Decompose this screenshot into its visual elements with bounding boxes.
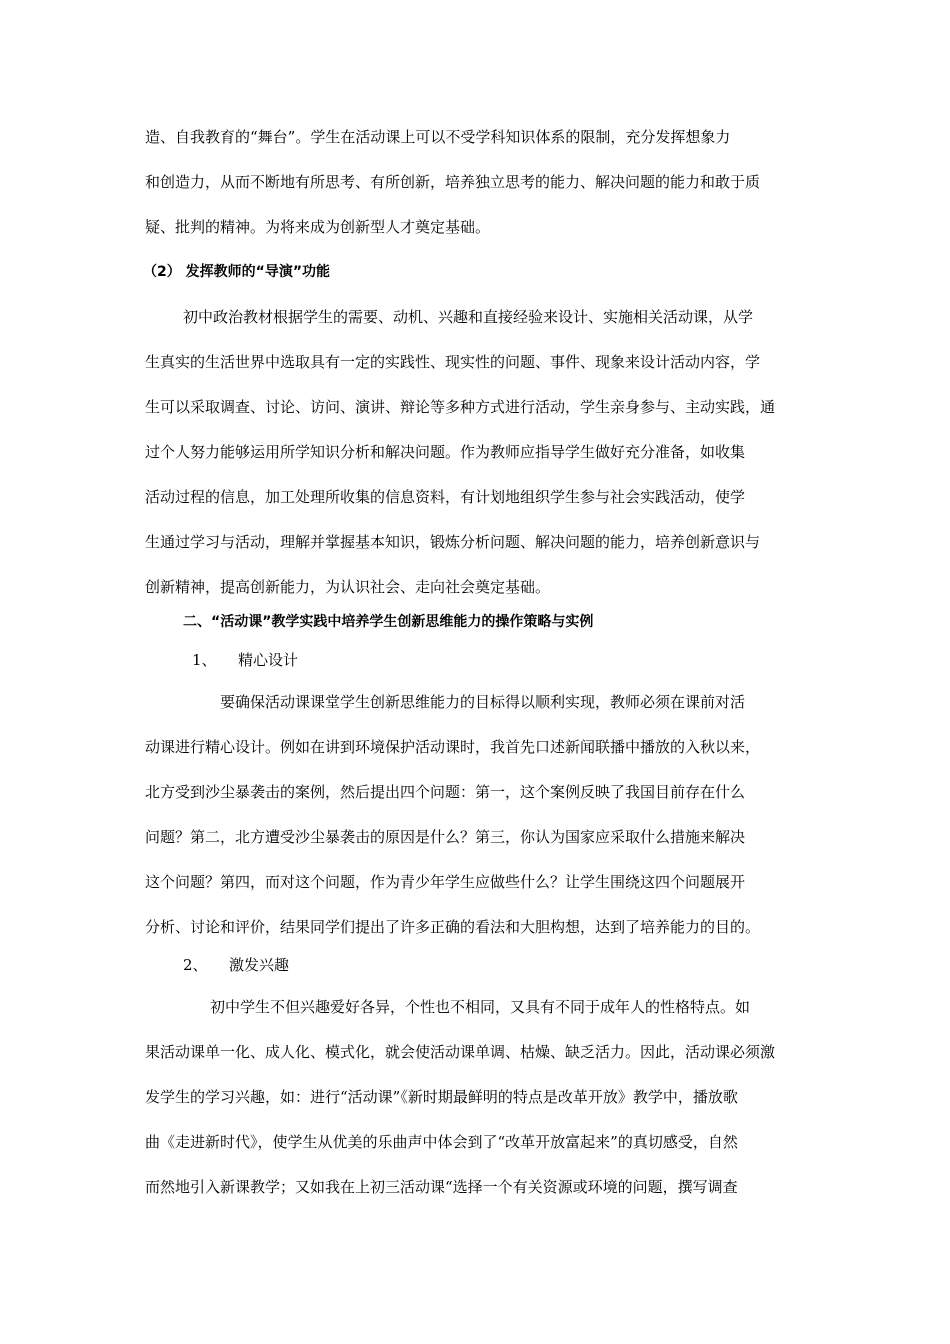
paragraph-line: 过个人努力能够运用所学知识分析和解决问题。作为教师应指导学生做好充分准备，如收集	[145, 443, 746, 461]
paragraph-line: 动课进行精心设计。例如在讲到环境保护活动课时，我首先口述新闻联播中播放的入秋以来，	[145, 738, 761, 756]
paragraph-line: 和创造力，从而不断地有所思考、有所创新，培养独立思考的能力、解决问题的能力和敢于质	[145, 173, 761, 191]
paragraph-line: 造、自我教育的“舞台”。学生在活动课上可以不受学科知识体系的限制，充分发挥想象力	[145, 128, 731, 146]
paragraph-line: 疑、批判的精神。为将来成为创新型人才奠定基础。	[145, 218, 491, 236]
paragraph-line: 初中政治教材根据学生的需要、动机、兴趣和直接经验来设计、实施相关活动课，从学	[183, 308, 754, 326]
list-item-title: 精心设计	[238, 651, 299, 669]
paragraph-line: 生通过学习与活动，理解并掌握基本知识，锻炼分析问题、解决问题的能力，培养创新意识与	[145, 533, 761, 551]
list-item-title: 激发兴趣	[229, 956, 290, 974]
paragraph-line: 发学生的学习兴趣，如：进行“活动课”《新时期最鲜明的特点是改革开放》教学中，播放歌	[145, 1088, 738, 1106]
paragraph-line: 曲《走进新时代》，使学生从优美的乐曲声中体会到了“改革开放富起来”的真切感受，自然	[145, 1133, 738, 1151]
paragraph-line: 分析、讨论和评价，结果同学们提出了许多正确的看法和大胆构想，达到了培养能力的目的。	[145, 918, 761, 936]
subheading-director-role: （2） 发挥教师的“导演”功能	[143, 264, 331, 280]
paragraph-line: 这个问题？第四，而对这个问题，作为青少年学生应做些什么？让学生围绕这四个问题展开	[145, 873, 746, 891]
paragraph-line: 初中学生不但兴趣爱好各异，个性也不相同，又具有不同于成年人的性格特点。如	[210, 998, 751, 1016]
paragraph-line: 创新精神，提高创新能力，为认识社会、走向社会奠定基础。	[145, 578, 551, 596]
list-item-number: 2、	[183, 956, 208, 974]
list-item-number: 1、	[192, 651, 217, 669]
paragraph-line: 生可以采取调查、讨论、访问、演讲、辩论等多种方式进行活动，学生亲身参与、主动实践，通	[145, 398, 776, 416]
section-heading: 二、“活动课”教学实践中培养学生创新思维能力的操作策略与实例	[183, 614, 594, 630]
paragraph-line: 而然地引入新课教学；又如我在上初三活动课“选择一个有关资源或环境的问题，撰写调查	[145, 1178, 738, 1196]
paragraph-line: 要确保活动课课堂学生创新思维能力的目标得以顺利实现，教师必须在课前对活	[220, 693, 746, 711]
paragraph-line: 果活动课单一化、成人化、模式化，就会使活动课单调、枯燥、缺乏活力。因此，活动课必须激	[145, 1043, 776, 1061]
list-item-heading	[183, 955, 848, 975]
paragraph-line: 生真实的生活世界中选取具有一定的实践性、现实性的问题、事件、现象来设计活动内容，学	[145, 353, 761, 371]
paragraph-line: 北方受到沙尘暴袭击的案例，然后提出四个问题：第一，这个案例反映了我国目前存在什么	[145, 783, 746, 801]
paragraph-line: 问题？第二，北方遭受沙尘暴袭击的原因是什么？第三，你认为国家应采取什么措施来解决	[145, 828, 746, 846]
paragraph-line: 活动过程的信息，加工处理所收集的信息资料，有计划地组织学生参与社会实践活动，使学	[145, 488, 746, 506]
list-item-heading	[192, 650, 857, 670]
